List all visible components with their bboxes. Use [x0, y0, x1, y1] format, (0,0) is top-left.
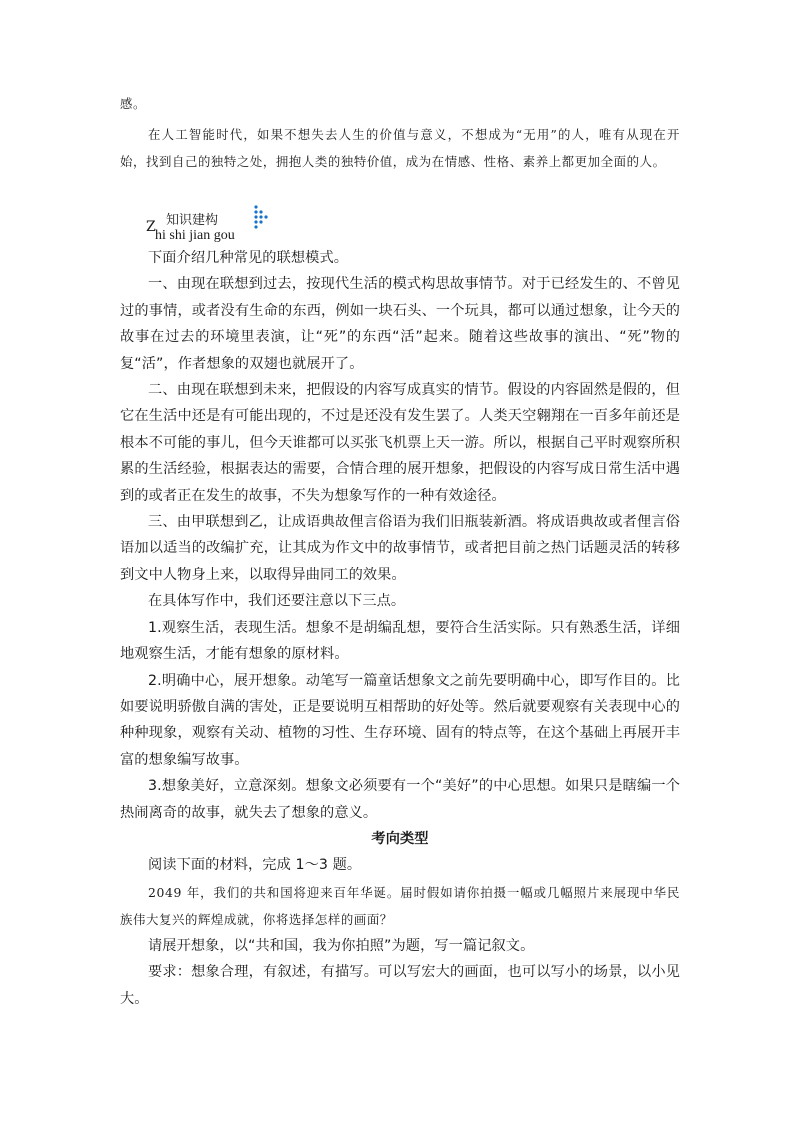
exam-instruction: 阅读下面的材料，完成 1～3 题。	[148, 857, 362, 874]
intro-block	[120, 91, 680, 175]
exam-heading: 考向类型	[371, 830, 429, 847]
section-header-pinyin: hi shi jian gou	[155, 228, 235, 243]
paragraph-fragment: 感。	[120, 96, 146, 111]
notice-line: 在具体写作中，我们还要注意以下三点。	[148, 593, 406, 610]
intro-line: 下面介绍几种常见的联想模式。	[148, 250, 349, 266]
mode-3: 三、由甲联想到乙，让成语典故俚言俗语为我们旧瓶装新酒。将成语典故或者俚言俗语加以适当的改编扩充，让其成为作文中的故事情节，或者把目前之热门话题灵活的转移到文中人物身上来，以取得异曲同工的效果。	[120, 514, 680, 583]
point-3: 3.想象美好，立意深刻。想象文必须要有一个“美好”的中心思想。如果只是瞎编一个热闹离奇的故事，就失去了想象的意义。	[120, 778, 680, 821]
knowledge-body	[120, 245, 680, 1012]
point-1: 1.观察生活，表现生活。想象不是胡编乱想，要符合生活实际。只有熟悉生活，详细地观察生活，才能有想象的原材料。	[120, 619, 680, 663]
mode-2: 二、由现在联想到未来，把假设的内容写成真实的情节。假设的内容固然是假的，但它在生活中还是有可能出现的，不过是还没有发生罢了。人类天空翱翔在一百多年前还是根本不可能的事儿，但今天谁都可以买张飞机票上天一游。所以，根据自己平时观察所积累的生活经验，根据表达的需要，合情合理的展开想象，把假设的内容写成日常生活中遇到的或者正在发生的故事，不失为想象写作的一种有效途径。	[120, 382, 680, 504]
section-header-letter: Z	[146, 219, 156, 235]
mode-1: 一、由现在联想到过去，按现代生活的模式构思故事情节。对于已经发生的、不曾见过的事情，或者没有生命的东西，例如一块石头、一个玩具，都可以通过想象，让今天的故事在过去的环境里表演，让“死”的东西“活”起来。随着这些故事的演出、“死”物的复“活”，作者想象的双翅也就展开了。	[120, 276, 680, 372]
decorative-dots-icon	[254, 205, 272, 231]
point-2: 2.明确中心，展开想象。动笔写一篇童话想象文之前先要明确中心，即写作目的。比如要说明骄傲自满的害处，正是要说明互相帮助的好处等。然后就要观察有关表现中心的种种现象，观察有关动、植物的习性、生存环境、固有的特点等，在这个基础上再展开丰富的想象编写故事。	[120, 672, 680, 768]
exam-requirement: 要求：想象合理，有叙述，有描写。可以写宏大的画面，也可以写小的场景，以小见大。	[120, 964, 680, 1007]
exam-material: 2049 年，我们的共和国将迎来百年华诞。届时假如请你拍摄一幅或几幅照片来展现中华民族伟大复兴的辉煌成就，你将选择怎样的画面？	[120, 884, 680, 927]
section-header-knowledge	[146, 205, 286, 245]
section-header-title: 知识建构	[166, 213, 219, 228]
paragraph-ai-era: 在人工智能时代，如果不想失去人生的价值与意义，不想成为“无用”的人，唯有从现在开始，找到自己的独特之处，拥抱人类的独特价值，成为在情感、性格、素养上都更加全面的人。	[120, 127, 680, 170]
exam-task: 请展开想象，以“共和国，我为你拍照”为题，写一篇记叙文。	[148, 937, 535, 954]
